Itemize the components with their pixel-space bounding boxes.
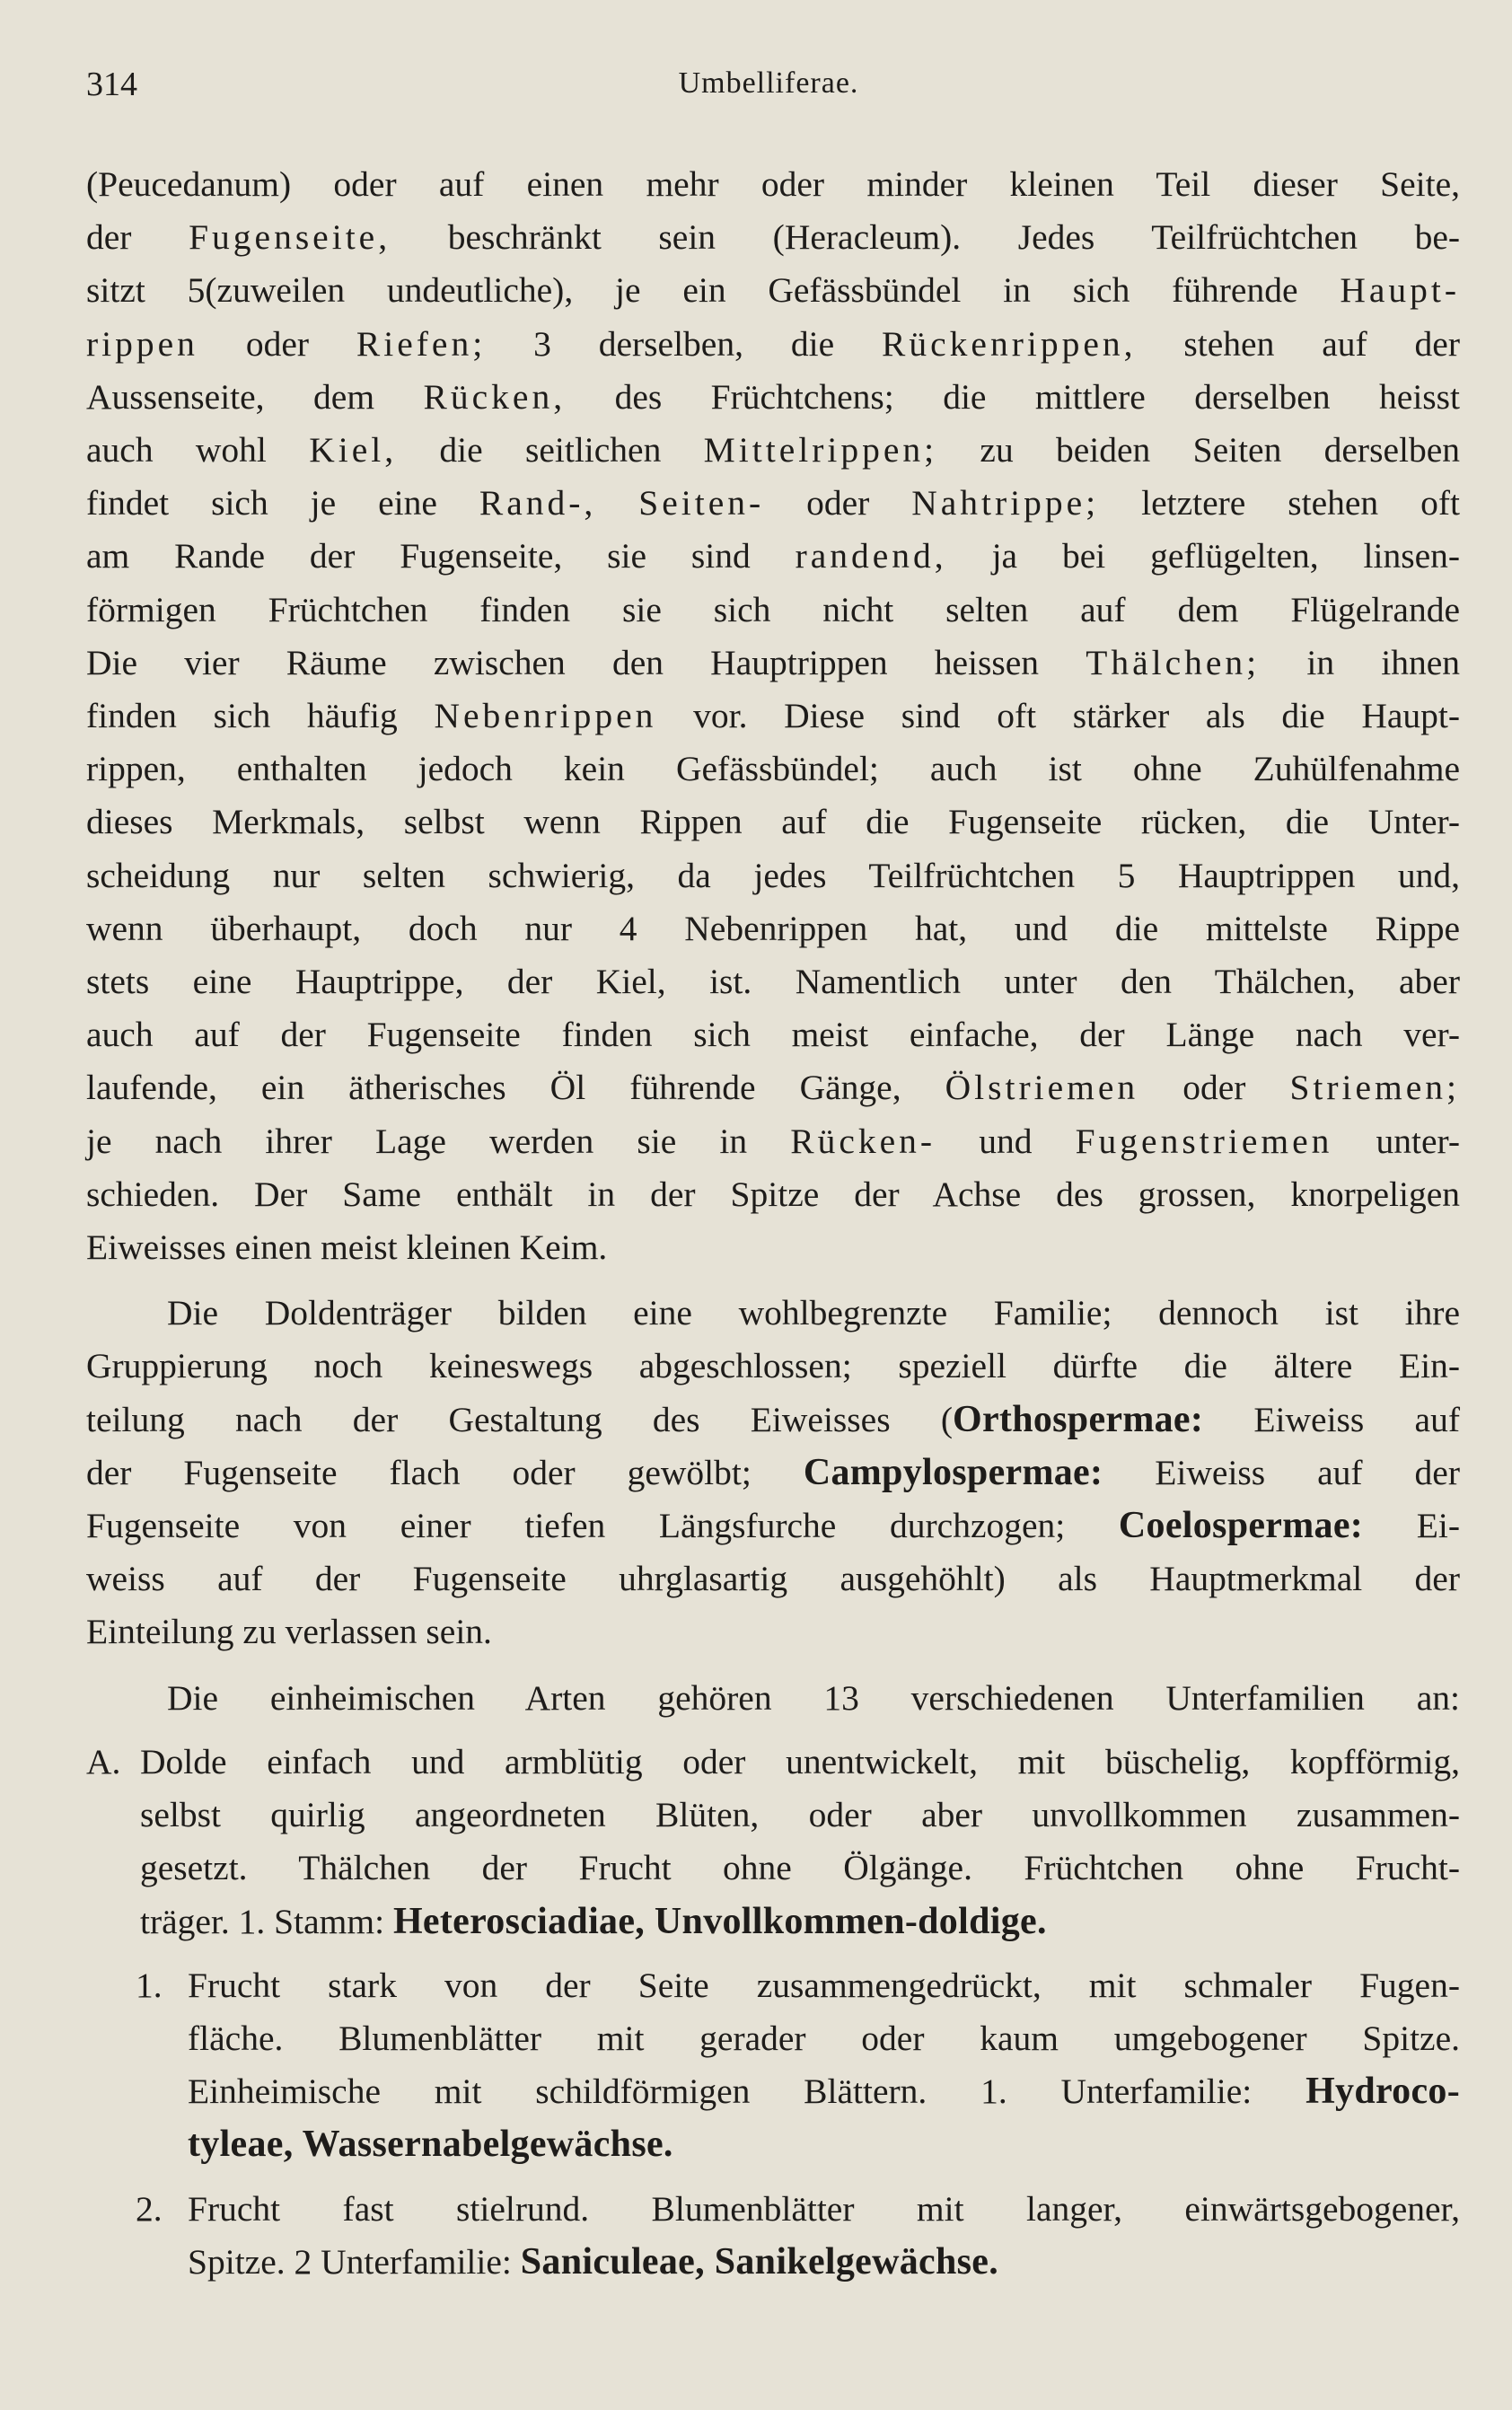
text-line: der Fugenseite, beschränkt sein (Heracleum). Jedes Teilfrüchtchen be- — [86, 217, 1460, 258]
text-line: Spitze. 2 Unterfamilie: Saniculeae, Sanikelgewächse. — [188, 2240, 999, 2282]
item-marker: 1. — [136, 1965, 163, 2005]
body-text — [86, 158, 1460, 2289]
text-line: Dolde einfach und armblütig oder unentwickelt, mit büschelig, kopfförmig, — [140, 1741, 1460, 1781]
text-line: scheidung nur selten schwierig, da jedes Teilfrüchtchen 5 Hauptrippen und, — [86, 855, 1460, 895]
page-number: 314 — [86, 66, 137, 103]
text-line: rippen oder Riefen; 3 derselben, die Rückenrippen, stehen auf der — [86, 323, 1460, 364]
text-line: Eiweisses einen meist kleinen Keim. — [86, 1227, 608, 1268]
spaced-term: Mittelrippen; — [703, 430, 938, 471]
text-line: der Fugenseite flach oder gewölbt; Campylospermae: Eiweiss auf der — [86, 1451, 1460, 1493]
text-line: träger. 1. Stamm: Heterosciadiae, Unvollkommen-doldige. — [140, 1900, 1047, 1942]
spaced-term: Riefen; — [356, 323, 487, 364]
text-line: (Peucedanum) oder auf einen mehr oder minder kleinen Teil dieser Seite, — [86, 164, 1460, 204]
text-line: Einteilung zu verlassen sein. — [86, 1612, 492, 1652]
text-line — [188, 2118, 1460, 2171]
text-line: fläche. Blumenblätter mit gerader oder kaum umgebogener Spitze. — [188, 2018, 1460, 2058]
text-line: förmigen Früchtchen finden sie sich nicht selten auf dem Flügelrande — [86, 589, 1460, 629]
text-line: weiss auf der Fugenseite uhrglasartig ausgehöhlt) als Hauptmerkmal der — [86, 1559, 1460, 1599]
spaced-term: Nahtrippe; — [911, 483, 1100, 523]
list-item-1 — [86, 1959, 1460, 2172]
text-line: teilung nach der Gestaltung des Eiweisses (Orthospermae: Eiweiss auf — [86, 1398, 1460, 1440]
text-line: auch auf der Fugenseite finden sich meist einfache, der Länge nach ver- — [86, 1015, 1460, 1055]
text-line: rippen, enthalten jedoch kein Gefässbündel; auch ist ohne Zuhülfenahme — [86, 749, 1460, 789]
paragraph-fruit-ribs — [86, 158, 1460, 1274]
text-line: sitzt 5(zuweilen undeutliche), je ein Gefässbündel in sich führende Haupt- — [86, 270, 1460, 311]
text-line: Einheimische mit schildförmigen Blättern. 1. Unterfamilie: Hydroco- — [188, 2071, 1461, 2113]
spaced-term: Kiel, — [309, 430, 398, 471]
spaced-term: Thälchen; — [1086, 642, 1261, 682]
text-line: finden sich häufig Nebenrippen vor. Diese sind oft stärker als die Haupt- — [86, 696, 1461, 736]
spaced-term: Fugenstriemen — [1075, 1121, 1333, 1161]
paragraph-family-classification — [86, 1287, 1460, 1658]
page-header — [86, 56, 1451, 119]
spaced-term: rippen — [86, 323, 198, 364]
text-line: Gruppierung noch keineswegs abgeschlossen; speziell dürfte die ältere Ein- — [86, 1346, 1460, 1386]
bold-term: Heterosciadiae, Unvollkommen-doldige. — [392, 1900, 1047, 1942]
bold-term: tyleae, Wassernabelgewächse. — [188, 2124, 673, 2166]
running-title: Umbelliferae. — [678, 66, 859, 100]
text-line: gesetzt. Thälchen der Frucht ohne Ölgänge. Früchtchen ohne Frucht- — [140, 1848, 1460, 1888]
spaced-term: Fugenseite, — [189, 217, 391, 258]
spaced-term: Striemen; — [1289, 1068, 1461, 1108]
spaced-term: Rückenrippen, — [882, 323, 1137, 364]
spaced-term: Rücken- — [790, 1121, 936, 1161]
text-line: Fugenseite von einer tiefen Längsfurche durchzogen; Coelospermae: Ei- — [86, 1505, 1460, 1547]
text-line: Frucht fast stielrund. Blumenblätter mit langer, einwärtsgebogener, — [188, 2188, 1460, 2229]
text-line: dieses Merkmals, selbst wenn Rippen auf die Fugenseite rücken, die Unter- — [86, 802, 1460, 842]
text-line: Frucht stark von der Seite zusammengedrückt, mit schmaler Fugen- — [188, 1965, 1460, 2005]
bold-term: Orthospermae: — [953, 1398, 1204, 1440]
text-line: am Rande der Fugenseite, sie sind randend, ja bei geflügelten, linsen- — [86, 536, 1460, 576]
spaced-term: Seiten- — [638, 483, 765, 523]
text-line: Die vier Räume zwischen den Hauptrippen heissen Thälchen; in ihnen — [86, 642, 1460, 682]
spaced-term: Rücken, — [423, 376, 567, 417]
text-line: Aussenseite, dem Rücken, des Früchtchens; die mittlere derselben heisst — [86, 376, 1461, 417]
text-line: findet sich je eine Rand-, Seiten- oder Nahtrippe; letztere stehen oft — [86, 483, 1461, 523]
spaced-term: Haupt- — [1340, 270, 1460, 311]
bold-term: Coelospermae: — [1118, 1505, 1364, 1547]
text-line: Die einheimischen Arten gehören 13 verschiedenen Unterfamilien an: — [167, 1677, 1460, 1718]
bold-term: Hydroco- — [1305, 2071, 1461, 2113]
bold-term: Saniculeae, Sanikelgewächse. — [520, 2240, 999, 2282]
text-line: Die Doldenträger bilden eine wohlbegrenzte Familie; dennoch ist ihre — [167, 1293, 1460, 1333]
paragraph-subfamilies-intro — [86, 1672, 1460, 1725]
text-line: selbst quirlig angeordneten Blüten, oder aber unvollkommen zusammen- — [140, 1795, 1460, 1835]
text-line: schieden. Der Same enthält in der Spitze der Achse des grossen, knorpeligen — [86, 1174, 1460, 1214]
spaced-term: Rand-, — [479, 483, 597, 523]
section-marker: A. — [86, 1741, 121, 1781]
text-line: stets eine Hauptrippe, der Kiel, ist. Namentlich unter den Thälchen, aber — [86, 962, 1460, 1002]
spaced-term: Ölstriemen — [945, 1068, 1139, 1108]
item-marker: 2. — [136, 2188, 163, 2229]
text-line: auch wohl Kiel, die seitlichen Mittelrippen; zu beiden Seiten derselben — [86, 430, 1460, 471]
spaced-term: randend, — [795, 536, 947, 576]
text-line: laufende, ein ätherisches Öl führende Gänge, Ölstriemen oder Striemen; — [86, 1068, 1461, 1108]
section-a — [86, 1736, 1460, 1948]
bold-term: Campylospermae: — [803, 1451, 1103, 1493]
spaced-term: Nebenrippen — [434, 696, 657, 736]
text-line: je nach ihrer Lage werden sie in Rücken- und Fugenstriemen unter- — [86, 1121, 1461, 1161]
text-line: wenn überhaupt, doch nur 4 Nebenrippen hat, und die mittelste Rippe — [86, 908, 1460, 948]
list-item-2 — [86, 2183, 1460, 2289]
